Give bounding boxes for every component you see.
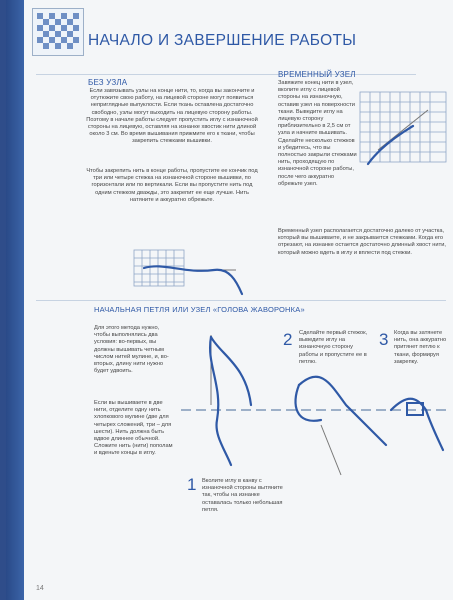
section-divider [36, 300, 446, 301]
page [6, 0, 453, 600]
header-divider [36, 74, 416, 75]
no-knot-heading: БЕЗ УЗЛА [88, 78, 128, 87]
step-1-number: 1 [187, 475, 197, 494]
temp-knot-illustration [358, 90, 448, 174]
temp-knot-heading: ВРЕМЕННЫЙ УЗЕЛ [278, 70, 356, 79]
no-knot-illustration [124, 240, 254, 300]
loop-para2: Если вы вышиваете в две нити, отделите одну нить хлопкового мулине (две для четырех сложений, три – для шести). Нить должна быть вдвое длиннее обычной. Сложите нить (нити) пополам и вденьте концы в иглу. [94, 400, 173, 457]
no-knot-para1: Если завязывать узлы на конце нити, то, когда вы закончите и отутюжите свою работу, на лицевой стороне могут появиться неприглядные выпуклости. Если ткань оставлена достаточно свободно, узлы могут выходить на лицевую сторону работы. Поэтому в начале работы следует пропустить иглу с изнаночной стороны на лицевую, оставляя на изнанке хвостик нити длиной около 3 см. Во время вышивания прижмите его к ткани, чтобы закрепить стежками вышивки. [86, 88, 258, 145]
step-1-text: Вколите иглу в канву с изнаночной стороны вытяните так, чтобы на изнанке оставалась только небольшая петля. [202, 478, 283, 513]
no-knot-para2: Чтобы закрепить нить в конце работы, пропустите ее кончик под три или четыре стежка на изнаночной стороне вышивки, по горизонтали или по вертикали. Если вы пропустите нить под одним стежком дважды, это закрепит ее еще лучше. Нить натяните и аккуратно обрежьте. [86, 168, 258, 203]
page-title: НАЧАЛО И ЗАВЕРШЕНИЕ РАБОТЫ [88, 32, 357, 49]
page-number: 14 [36, 585, 44, 592]
step-2-text: Сделайте первый стежок, выведите иглу на изнаночную сторону работы и пропустите ее в петлю. [299, 330, 368, 365]
canvas-pattern-icon [32, 8, 84, 56]
loop-para1: Для этого метода нужно, чтобы выполнялись два условия: во-первых, вы должны вышивать четным числом нитей мулине, и, во-вторых, длину нити нужно будет удвоить. [94, 325, 169, 375]
step-2-number: 2 [283, 330, 293, 349]
temp-knot-para2: Временный узел располагается достаточно далеко от участка, который вы вышиваете, и не закрывается стежками. Когда его отрезают, на изнанке остается достаточно длинный хвост нити, который можно вдеть в иглу и вплести под стежки. [278, 228, 446, 256]
step-3-number: 3 [379, 330, 389, 349]
temp-knot-para1: Завяжите конец нити в узел, вколите иглу с лицевой стороны на изнаночную, оставив узел на поверхности ткани. Выведите иглу на лицевую сторону приблизительно в 2,5 см от узла и начните вышивать. Сделайте несколько стежков и убедитесь, что вы полностью закрыли стежками нить, проходящую по изнаночной стороне работы, после чего аккуратно обрежьте узел. [278, 80, 357, 187]
loop-heading: НАЧАЛЬНАЯ ПЕТЛЯ ИЛИ УЗЕЛ «ГОЛОВА ЖАВОРОНКА» [94, 305, 305, 314]
step-3-text: Когда вы затянете нить, она аккуратно притянет петлю к ткани, формируя закрепку. [394, 330, 447, 365]
page-spine [6, 0, 24, 600]
